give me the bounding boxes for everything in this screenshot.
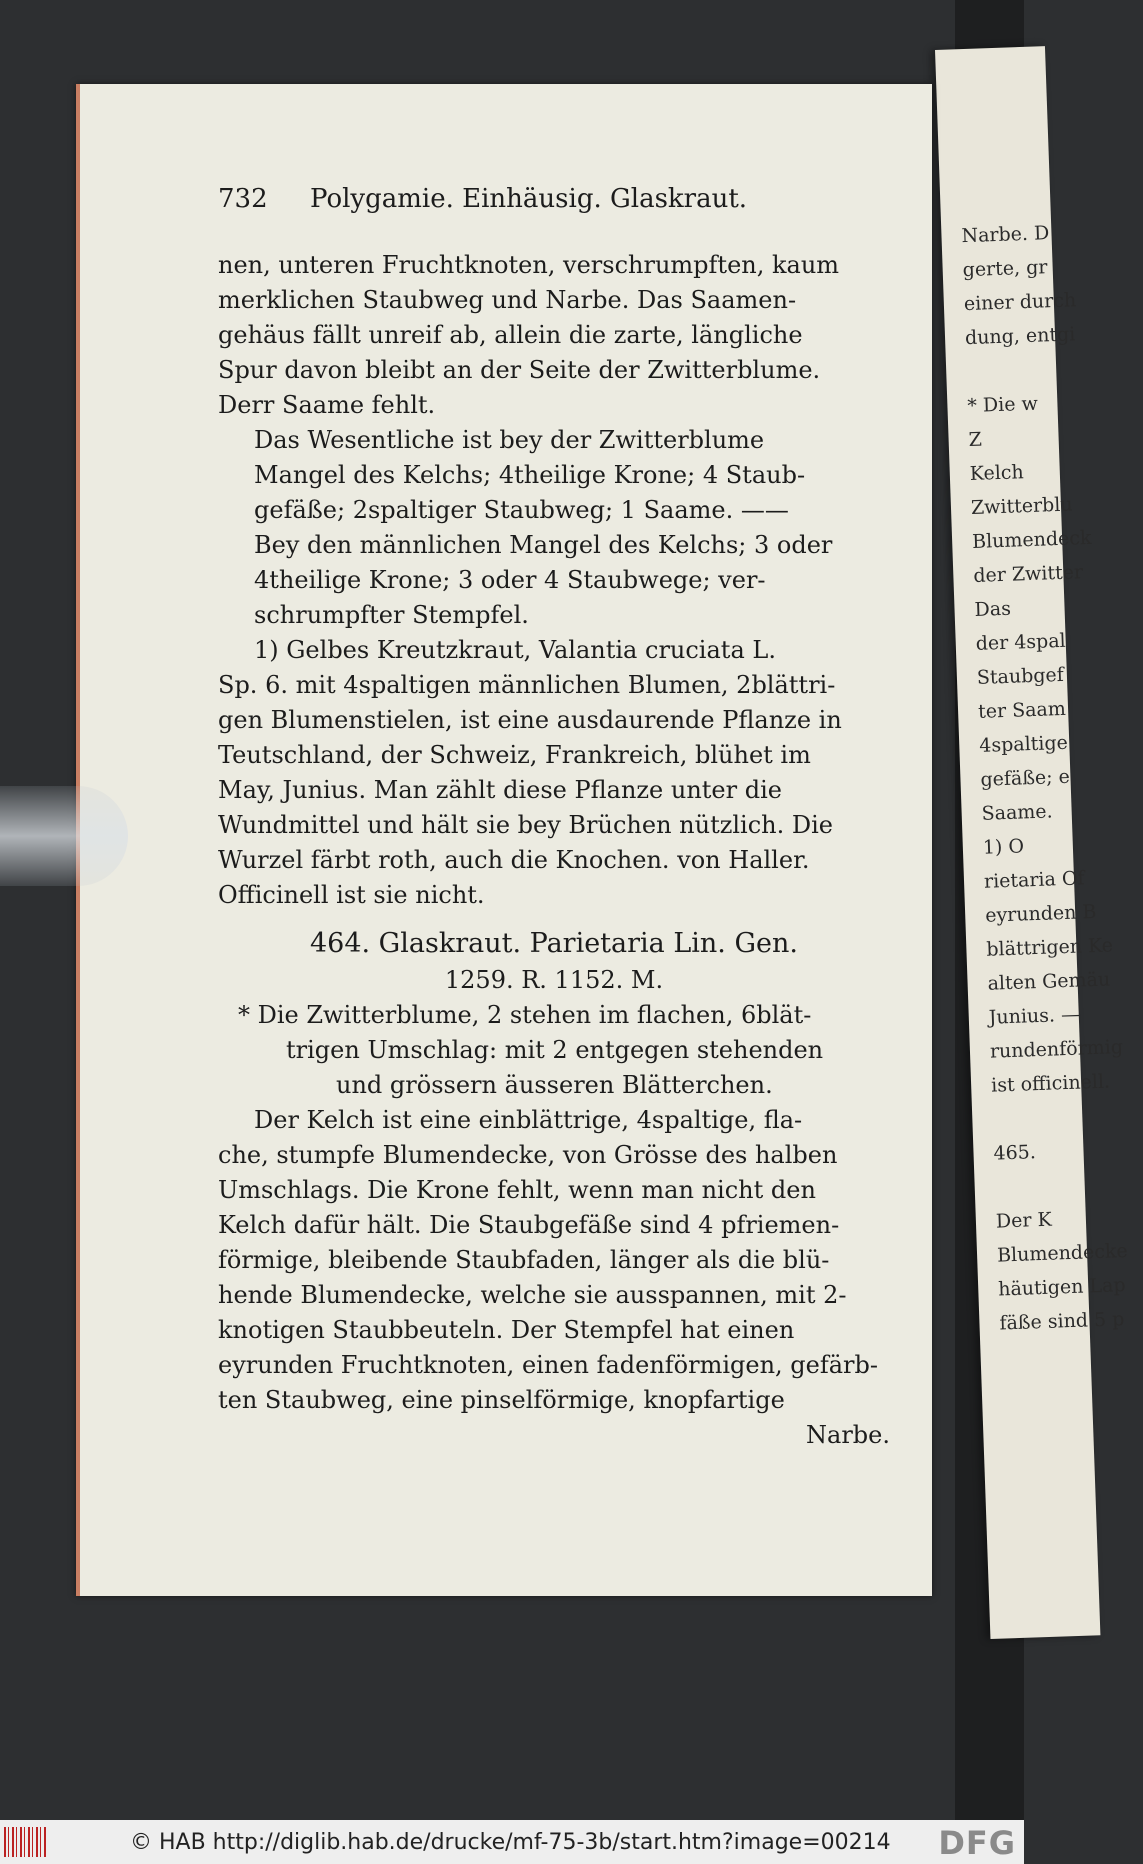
- text-line: Sp. 6. mit 4spaltigen männlichen Blumen, 2blättri-: [218, 671, 836, 699]
- text-line: gen Blumenstielen, ist eine ausdaurende Pflanze in: [218, 706, 842, 734]
- text-line: ten Staubweg, eine pinselförmige, knopfartige: [218, 1386, 785, 1414]
- body-text: [218, 248, 890, 1453]
- text-line: Kelch dafür hält. Die Staubgefäße sind 4 pfriemen-: [218, 1211, 840, 1239]
- text-line: schrumpfter Stempfel.: [254, 601, 529, 629]
- barcode-icon: [4, 1827, 48, 1857]
- text-line: Wundmittel und hält sie bey Brüchen nützlich. Die: [218, 811, 833, 839]
- text-line-last: Narbe.: [806, 1421, 890, 1449]
- facing-page-fragment: häutigen Lap: [997, 1274, 1126, 1301]
- facing-page-fragment: ter Saam: [977, 697, 1067, 723]
- text-line: merklichen Staubweg und Narbe. Das Saamen-: [218, 286, 797, 314]
- text-line: Spur davon bleibt an der Seite der Zwitterblume.: [218, 356, 821, 384]
- facing-page-fragment: * Die w: [967, 392, 1039, 418]
- facing-page-fragment: 4spaltige: [978, 731, 1069, 757]
- text-line: 1) Gelbes Kreutzkraut, Valantia cruciata L.: [254, 636, 776, 664]
- facing-page-fragment: Kelch: [969, 461, 1025, 486]
- text-line: hende Blumendecke, welche sie ausspannen, mit 2-: [218, 1281, 847, 1309]
- text-line: Bey den männlichen Mangel des Kelchs; 3 oder: [254, 531, 833, 559]
- text-line: förmige, bleibende Staubfaden, länger als die blü-: [218, 1246, 830, 1274]
- facing-page-fragment: gerte, gr: [962, 256, 1048, 282]
- running-head: [218, 184, 890, 234]
- text-line: nen, unteren Fruchtknoten, verschrumpften, kaum: [218, 251, 840, 279]
- facing-page-fragment: 1) O: [982, 835, 1025, 859]
- facing-page-fragment: der Zwitter: [972, 561, 1084, 587]
- char-line: trigen Umschlag: mit 2 entgegen stehenden: [286, 1036, 824, 1064]
- text-line: Umschlags. Die Krone fehlt, wenn man nicht den: [218, 1176, 816, 1204]
- text-line: che, stumpfe Blumendecke, von Grösse des halben: [218, 1141, 838, 1169]
- text-line: Das Wesentliche ist bey der Zwitterblume: [254, 426, 765, 454]
- facing-page-fragment: [966, 352, 1057, 389]
- facing-page-fragment: Z: [968, 428, 983, 452]
- facing-page-fragment: alten Gemäu: [987, 968, 1111, 995]
- facing-page-fragment: dung, entgi: [964, 323, 1076, 350]
- char-line: und grössern äusseren Blätterchen.: [336, 1071, 773, 1099]
- page-number: 732: [218, 184, 268, 214]
- facing-page-fragment: fäße sind 5 p: [999, 1308, 1125, 1335]
- facing-page-fragment: Der K: [995, 1208, 1053, 1233]
- facing-page-fragment: Zwitterblu: [970, 493, 1073, 520]
- facing-page-fragment: [992, 1100, 1083, 1137]
- facing-page-fragment: Blumendeck: [971, 526, 1092, 553]
- text-line: Teutschland, der Schweiz, Frankreich, blühet im: [218, 741, 811, 769]
- text-line: 4theilige Krone; 3 oder 4 Staubwege; ver-: [254, 566, 766, 594]
- text-line: eyrunden Fruchtknoten, einen fadenförmigen, gefärb-: [218, 1351, 878, 1379]
- facing-page-fragment: eyrunden B: [984, 900, 1097, 927]
- text-line: Mangel des Kelchs; 4theilige Krone; 4 Staub-: [254, 461, 806, 489]
- text-line: gefäße; 2spaltiger Staubweg; 1 Saame. ——: [254, 496, 789, 524]
- text-line: Der Kelch ist eine einblättrige, 4spaltige, fla-: [254, 1106, 803, 1134]
- scanner-glare: [0, 786, 128, 886]
- facing-page-fragment: Staubgef: [976, 663, 1065, 689]
- text-line: Derr Saame fehlt.: [218, 391, 436, 419]
- text-line: May, Junius. Man zählt diese Pflanze unter die: [218, 776, 782, 804]
- facing-page-fragment: rundenförmig: [989, 1036, 1124, 1063]
- section-heading: 464. Glaskraut. Parietaria Lin. Gen.: [309, 928, 798, 959]
- facing-page-fragment: Blumendecke: [996, 1240, 1129, 1267]
- page-content: [218, 184, 890, 1453]
- facing-page-fragment: einer durch: [963, 289, 1077, 316]
- text-line: Wurzel färbt roth, auch die Knochen. von Haller.: [218, 846, 810, 874]
- facing-page-fragment: [994, 1167, 1085, 1204]
- text-line: gehäus fällt unreif ab, allein die zarte, längliche: [218, 321, 803, 349]
- facing-page-fragment: gefäße; e: [980, 765, 1071, 791]
- facing-page-fragment: Narbe. D: [961, 222, 1050, 248]
- facing-page-fragment: Das: [974, 597, 1012, 621]
- facing-page-fragment: rietaria Of: [983, 867, 1085, 893]
- dfg-logo: DFG: [938, 1824, 1016, 1862]
- facing-page-fragment: ist officinell.: [990, 1070, 1111, 1097]
- facing-page-fragment: blättrigen Ke: [986, 934, 1114, 961]
- text-line: Officinell ist sie nicht.: [218, 881, 485, 909]
- copyright-url[interactable]: © HAB http://diglib.hab.de/drucke/mf-75-3b/start.htm?image=00214: [130, 1829, 891, 1855]
- section-subheading: 1259. R. 1152. M.: [444, 966, 664, 994]
- char-line: * Die Zwitterblume, 2 stehen im flachen, 6blät-: [238, 1001, 812, 1029]
- facing-page-fragment: 465.: [993, 1141, 1037, 1165]
- facing-page-fragment: Junius. —: [988, 1003, 1081, 1029]
- facing-page-fragment: der 4spal: [975, 629, 1067, 655]
- footer-bar: [0, 1820, 1024, 1864]
- running-title: Polygamie. Einhäusig. Glaskraut.: [310, 184, 748, 214]
- text-line: knotigen Staubbeuteln. Der Stempfel hat einen: [218, 1316, 795, 1344]
- book-page: [76, 84, 932, 1596]
- facing-page-fragment: Saame.: [981, 800, 1054, 825]
